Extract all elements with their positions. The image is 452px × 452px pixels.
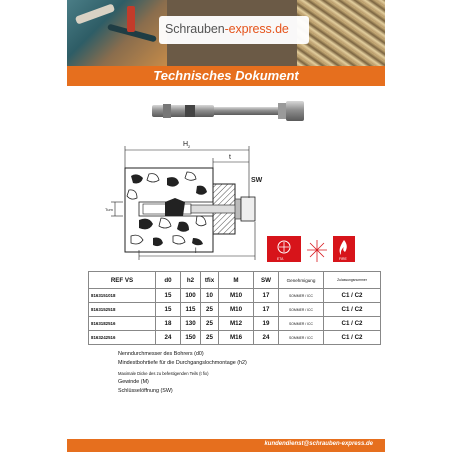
legend-m: Gewinde (M) bbox=[118, 378, 149, 385]
footer-bar bbox=[67, 439, 385, 452]
certification-icons bbox=[267, 236, 355, 262]
brand-logo[interactable] bbox=[159, 16, 309, 44]
header-photo-screws bbox=[297, 0, 385, 66]
legend-tfix: Maximale Dicke des zu befestigenden Teils (t fix) bbox=[118, 370, 209, 376]
specification-table bbox=[88, 271, 381, 345]
dim-l-label: l bbox=[195, 248, 197, 255]
dim-sw-label: SW bbox=[251, 177, 263, 184]
title-bar bbox=[67, 66, 385, 86]
brand-name-part2: -express.de bbox=[224, 22, 289, 36]
col-genehmigung: Genehmigung bbox=[279, 272, 324, 289]
document-title: Technisches Dokument bbox=[153, 68, 299, 83]
col-tfix: tfix bbox=[201, 272, 219, 289]
legend bbox=[118, 350, 247, 396]
legend-d0: Nenndurchmesser des Bohrers (d0) bbox=[118, 351, 204, 357]
dim-h-subscript: 2 bbox=[188, 144, 191, 149]
header-banner bbox=[67, 0, 385, 66]
table-row: 8163242516 24 150 25 M16 24 SOMMER / ICC C1 / C2 bbox=[89, 331, 381, 345]
table-row: 8163152518 15 115 25 M10 17 SOMMER / ICC C1 / C2 bbox=[89, 303, 381, 317]
technical-drawing bbox=[67, 90, 385, 270]
anchor-product-image bbox=[152, 101, 304, 121]
footer-email-link[interactable]: kundendienst@schrauben-express.de bbox=[264, 441, 373, 447]
dim-h-label: H bbox=[183, 141, 189, 148]
table-header-row bbox=[89, 272, 381, 289]
col-m: M bbox=[219, 272, 254, 289]
dim-t-label: t bbox=[229, 154, 231, 161]
col-d0: d0 bbox=[156, 272, 181, 289]
legend-sw: Schlüsselöffnung (SW) bbox=[118, 388, 173, 395]
table-row: 8163182516 18 130 25 M12 19 SOMMER / ICC C1 / C2 bbox=[89, 317, 381, 331]
col-ref: REF VS bbox=[89, 272, 156, 289]
col-sw: SW bbox=[254, 272, 279, 289]
header-photo-tools bbox=[67, 0, 167, 66]
col-zulassung: Zulassungsnummer bbox=[324, 272, 381, 289]
brand-name-part1: Schrauben bbox=[165, 22, 225, 36]
seismic-icon bbox=[307, 240, 327, 262]
eta-badge-text: ETA bbox=[277, 257, 284, 261]
legend-h2: Mindestbohrtiefe für die Durchgangslochmontage (h2) bbox=[118, 360, 247, 367]
fire-badge-text: FIRE bbox=[339, 257, 347, 261]
col-h2: h2 bbox=[181, 272, 201, 289]
dim-tmm-label: Tum bbox=[105, 207, 113, 212]
table-row: 8163151018 15 100 10 M10 17 SOMMER / ICC C1 / C2 bbox=[89, 289, 381, 303]
